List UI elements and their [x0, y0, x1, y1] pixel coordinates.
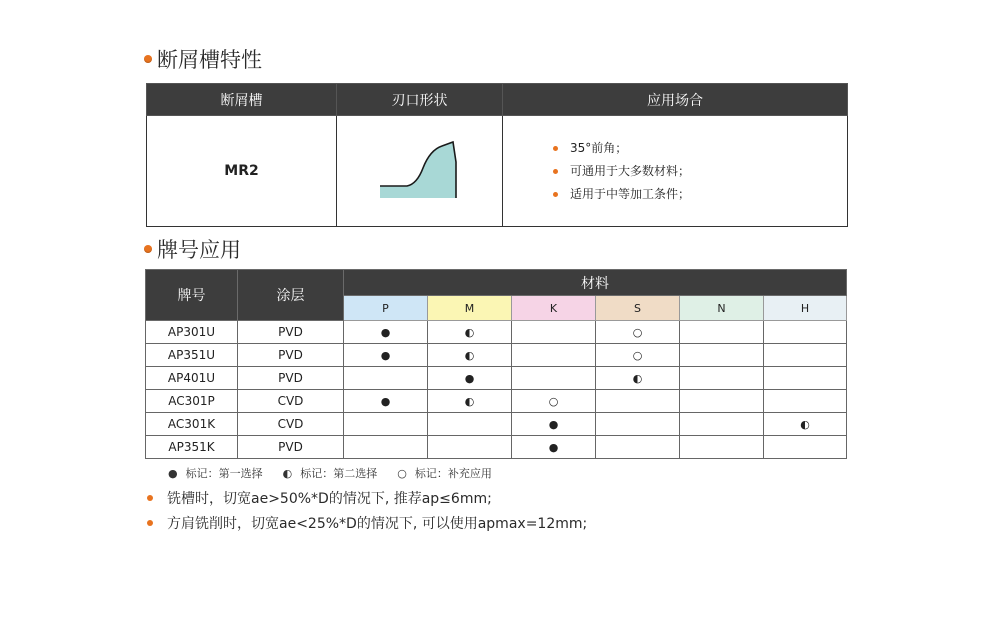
section-title: 牌号应用 [157, 238, 241, 262]
suitability-mark [764, 436, 847, 459]
suitability-mark: ◐ [596, 367, 680, 390]
section-heading-chipbreaker [144, 45, 262, 73]
note-item: 铣槽时，切宽ae>50%*D的情况下, 推荐ap≤6mm; [147, 488, 492, 508]
section-title: 断屑槽特性 [157, 48, 262, 72]
suitability-mark [596, 413, 680, 436]
suitability-mark [428, 413, 512, 436]
application-cell [503, 116, 848, 227]
table-row [146, 390, 847, 413]
orange-bullet-icon [553, 169, 558, 174]
header-chipbreaker: 断屑槽 [147, 84, 337, 116]
suitability-mark: ○ [596, 321, 680, 344]
suitability-mark [764, 344, 847, 367]
edge-shape-diagram [337, 116, 503, 222]
suitability-mark [596, 390, 680, 413]
suitability-mark: ● [344, 321, 428, 344]
orange-bullet-icon [147, 495, 153, 501]
suitability-mark: ○ [512, 390, 596, 413]
legend-item: ● 标记：第一选择 [168, 466, 263, 480]
grade-cell: AP401U [146, 367, 238, 390]
coating-cell: PVD [238, 436, 344, 459]
suitability-mark [764, 367, 847, 390]
suitability-mark: ◐ [428, 321, 512, 344]
orange-bullet-icon [144, 55, 152, 63]
note-item: 方肩铣削时，切宽ae<25%*D的情况下, 可以使用apmax=12mm; [147, 513, 587, 533]
suitability-mark [344, 436, 428, 459]
coating-cell: PVD [238, 321, 344, 344]
orange-bullet-icon [144, 245, 152, 253]
suitability-mark [344, 413, 428, 436]
header-edge-shape: 刃口形状 [337, 84, 503, 116]
list-item: 35°前角； [553, 137, 847, 160]
suitability-mark [344, 367, 428, 390]
suitability-mark [512, 367, 596, 390]
suitability-mark: ◐ [764, 413, 847, 436]
table-row [146, 321, 847, 344]
section-heading-grades [144, 235, 241, 263]
header-material: 材料 [344, 270, 847, 296]
suitability-mark: ○ [596, 344, 680, 367]
header-grade: 牌号 [146, 270, 238, 321]
orange-bullet-icon [553, 192, 558, 197]
table-row [146, 367, 847, 390]
filled-circle-icon: ● [168, 466, 178, 480]
suitability-mark [680, 436, 764, 459]
material-header-n: N [680, 296, 764, 321]
material-header-s: S [596, 296, 680, 321]
material-header-h: H [764, 296, 847, 321]
suitability-mark: ● [344, 390, 428, 413]
chipbreaker-table [146, 83, 848, 227]
table-row [146, 436, 847, 459]
suitability-mark [680, 321, 764, 344]
suitability-mark: ● [344, 344, 428, 367]
suitability-mark: ● [512, 413, 596, 436]
table-row [146, 413, 847, 436]
orange-bullet-icon [553, 146, 558, 151]
application-list [503, 137, 847, 206]
symbol-legend [168, 465, 512, 481]
suitability-mark [764, 390, 847, 413]
orange-bullet-icon [147, 520, 153, 526]
coating-cell: PVD [238, 344, 344, 367]
legend-item: ○ 标记：补充应用 [397, 466, 492, 480]
suitability-mark [680, 413, 764, 436]
suitability-mark: ● [428, 367, 512, 390]
material-header-p: P [344, 296, 428, 321]
suitability-mark: ◐ [428, 344, 512, 367]
grade-cell: AP351K [146, 436, 238, 459]
suitability-mark [680, 367, 764, 390]
material-header-k: K [512, 296, 596, 321]
grade-cell: AP301U [146, 321, 238, 344]
suitability-mark [596, 436, 680, 459]
suitability-mark [680, 390, 764, 413]
suitability-mark [512, 321, 596, 344]
list-item: 可通用于大多数材料； [553, 160, 847, 183]
suitability-mark [428, 436, 512, 459]
half-circle-icon: ◐ [282, 466, 293, 480]
suitability-mark [764, 321, 847, 344]
suitability-mark: ● [512, 436, 596, 459]
header-application: 应用场合 [503, 84, 848, 116]
edge-shape-cell [337, 116, 503, 227]
chipbreaker-name: MR2 [147, 116, 337, 227]
grade-cell: AC301P [146, 390, 238, 413]
grade-cell: AC301K [146, 413, 238, 436]
material-header-m: M [428, 296, 512, 321]
legend-item: ◐ 标记：第二选择 [282, 466, 378, 480]
table-row [146, 344, 847, 367]
coating-cell: CVD [238, 390, 344, 413]
header-coating: 涂层 [238, 270, 344, 321]
suitability-mark [680, 344, 764, 367]
coating-cell: CVD [238, 413, 344, 436]
coating-cell: PVD [238, 367, 344, 390]
grade-table [145, 269, 847, 459]
grade-cell: AP351U [146, 344, 238, 367]
list-item: 适用于中等加工条件； [553, 183, 847, 206]
suitability-mark [512, 344, 596, 367]
suitability-mark: ◐ [428, 390, 512, 413]
open-circle-icon: ○ [397, 466, 407, 480]
